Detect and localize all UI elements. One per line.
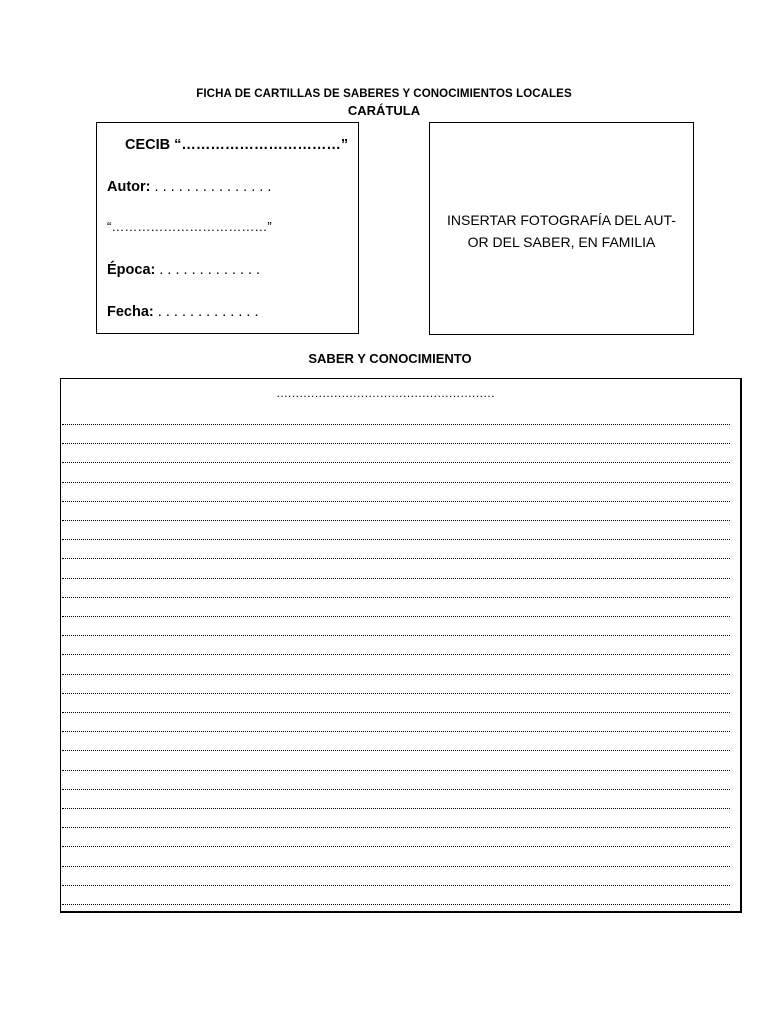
writing-line bbox=[62, 482, 730, 483]
writing-line bbox=[62, 770, 730, 771]
writing-line bbox=[62, 597, 730, 598]
writing-line bbox=[62, 750, 730, 751]
writing-line bbox=[62, 789, 730, 790]
writing-line bbox=[62, 731, 730, 732]
writing-line bbox=[62, 904, 730, 905]
fecha-field bbox=[107, 304, 259, 320]
fecha-label: Fecha: bbox=[107, 304, 154, 320]
autor-dots: . . . . . . . . . . . . . . . bbox=[150, 179, 272, 195]
writing-line bbox=[62, 846, 730, 847]
autor-field bbox=[107, 179, 271, 195]
writing-line bbox=[62, 616, 730, 617]
writing-line bbox=[62, 885, 730, 886]
cover-info-box bbox=[96, 122, 359, 334]
photo-placeholder-text bbox=[430, 209, 693, 253]
writing-line bbox=[62, 635, 730, 636]
cecib-field: CECIB “……………………………” bbox=[125, 137, 349, 153]
section-title: SABER Y CONOCIMIENTO bbox=[308, 351, 472, 366]
writing-line bbox=[62, 808, 730, 809]
epoca-dots: . . . . . . . . . . . . . bbox=[155, 262, 261, 278]
autor-label: Autor: bbox=[107, 179, 151, 195]
epoca-label: Época: bbox=[107, 262, 156, 278]
content-box bbox=[60, 378, 742, 913]
writing-line bbox=[62, 712, 730, 713]
fecha-dots: . . . . . . . . . . . . . bbox=[153, 304, 259, 320]
writing-line bbox=[62, 424, 730, 425]
writing-line bbox=[62, 462, 730, 463]
epoca-field bbox=[107, 262, 260, 278]
photo-placeholder-box bbox=[429, 122, 694, 335]
saber-name-field: “………………………………” bbox=[107, 219, 272, 234]
writing-line bbox=[62, 443, 730, 444]
photo-text-line-1: INSERTAR FOTOGRAFÍA DEL AUT- bbox=[447, 212, 676, 228]
writing-line bbox=[62, 866, 730, 867]
content-header-dots: ………………………………………………… bbox=[276, 386, 495, 400]
writing-line bbox=[62, 539, 730, 540]
writing-line bbox=[62, 501, 730, 502]
writing-line bbox=[62, 558, 730, 559]
photo-text-line-2: OR DEL SABER, EN FAMILIA bbox=[467, 234, 656, 250]
writing-line bbox=[62, 520, 730, 521]
document-subtitle: CARÁTULA bbox=[347, 103, 421, 118]
writing-line bbox=[62, 693, 730, 694]
document-title: FICHA DE CARTILLAS DE SABERES Y CONOCIMIENTOS LOCALES bbox=[196, 88, 572, 100]
writing-line bbox=[62, 654, 730, 655]
writing-line bbox=[62, 827, 730, 828]
writing-line bbox=[62, 578, 730, 579]
writing-line bbox=[62, 674, 730, 675]
